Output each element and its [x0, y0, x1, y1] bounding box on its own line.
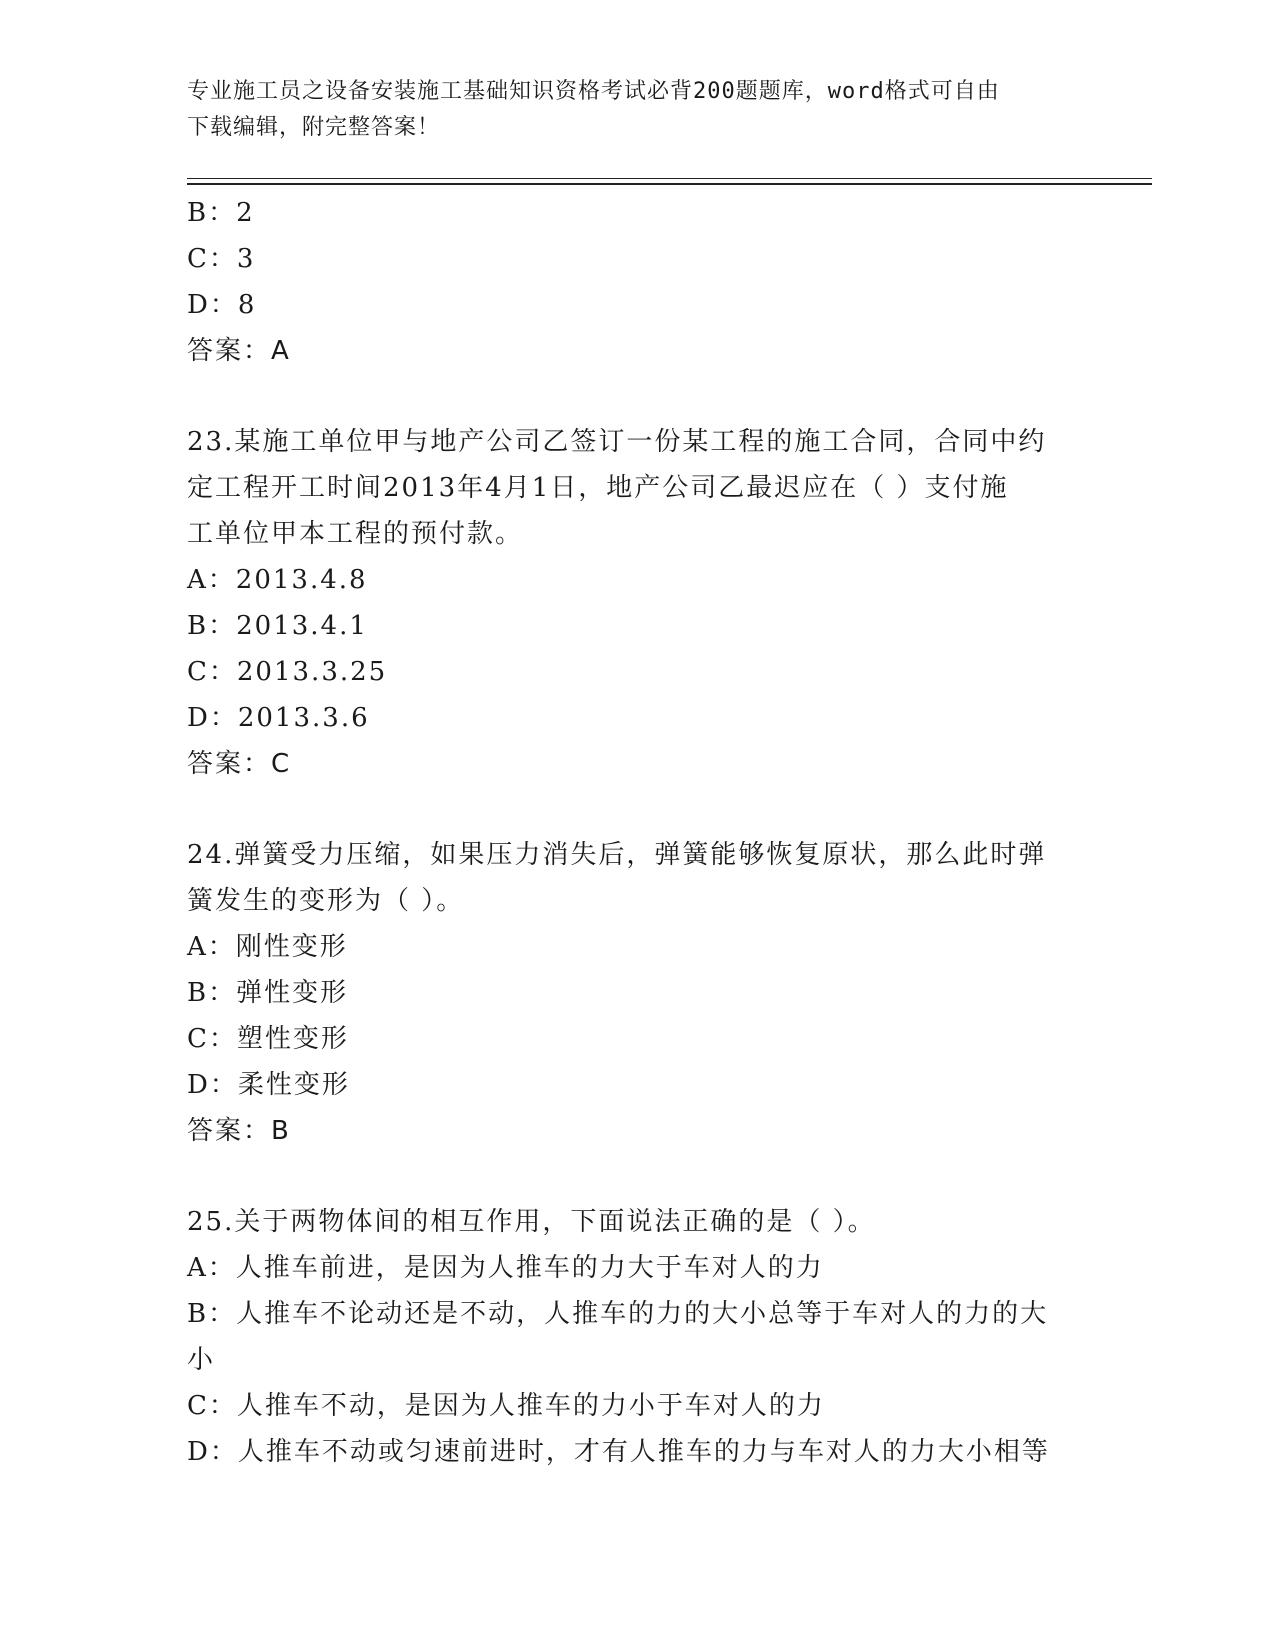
- question-25: [187, 1199, 1087, 1475]
- header-line-2: 下载编辑，附完整答案！: [187, 115, 441, 140]
- option-a: A：人推车前进，是因为人推车的力大于车对人的力: [187, 1253, 824, 1283]
- spacer: [187, 374, 1087, 419]
- answer-line: 答案：C: [187, 749, 292, 779]
- option-b: B：2: [187, 198, 255, 228]
- answer-line: 答案：A: [187, 336, 291, 366]
- question-24: [187, 832, 1087, 1154]
- answer-line: 答案：B: [187, 1116, 291, 1146]
- option-a: A：2013.4.8: [187, 565, 368, 595]
- option-c: C：2013.3.25: [187, 657, 388, 687]
- header-divider-thick: [187, 183, 1152, 185]
- prev-question-block: [187, 190, 1087, 374]
- option-b-continued: 小: [187, 1345, 216, 1375]
- option-d: D：柔性变形: [187, 1070, 350, 1100]
- header-line-1: 专业施工员之设备安装施工基础知识资格考试必背200题题库，word格式可自由: [187, 79, 1000, 104]
- question-text-line: 24.弹簧受力压缩，如果压力消失后，弹簧能够恢复原状，那么此时弹: [187, 840, 1047, 870]
- option-c: C：3: [187, 244, 256, 274]
- header-divider-thin: [187, 178, 1152, 179]
- question-text-line: 25.关于两物体间的相互作用，下面说法正确的是（ ）。: [187, 1207, 876, 1237]
- option-d: D：8: [187, 290, 257, 320]
- question-text-line: 簧发生的变形为（ ）。: [187, 886, 465, 916]
- option-b: B：2013.4.1: [187, 611, 368, 641]
- option-d: D：2013.3.6: [187, 703, 370, 733]
- option-c: C：人推车不动，是因为人推车的力小于车对人的力: [187, 1391, 825, 1421]
- spacer: [187, 1154, 1087, 1199]
- option-a: A：刚性变形: [187, 932, 348, 962]
- option-d: D：人推车不动或匀速前进时，才有人推车的力与车对人的力大小相等: [187, 1437, 1050, 1467]
- question-text-line: 23.某施工单位甲与地产公司乙签订一份某工程的施工合同，合同中约: [187, 427, 1047, 457]
- document-header: [187, 74, 1087, 146]
- spacer: [187, 787, 1087, 832]
- question-text-line: 定工程开工时间2013年4月1日，地产公司乙最迟应在（ ）支付施: [187, 473, 1009, 503]
- option-b: B：弹性变形: [187, 978, 349, 1008]
- option-b: B：人推车不论动还是不动，人推车的力的大小总等于车对人的力的大: [187, 1299, 1049, 1329]
- option-c: C：塑性变形: [187, 1024, 349, 1054]
- question-text-line: 工单位甲本工程的预付款。: [187, 519, 524, 549]
- document-body: [187, 190, 1087, 1475]
- question-23: [187, 419, 1087, 787]
